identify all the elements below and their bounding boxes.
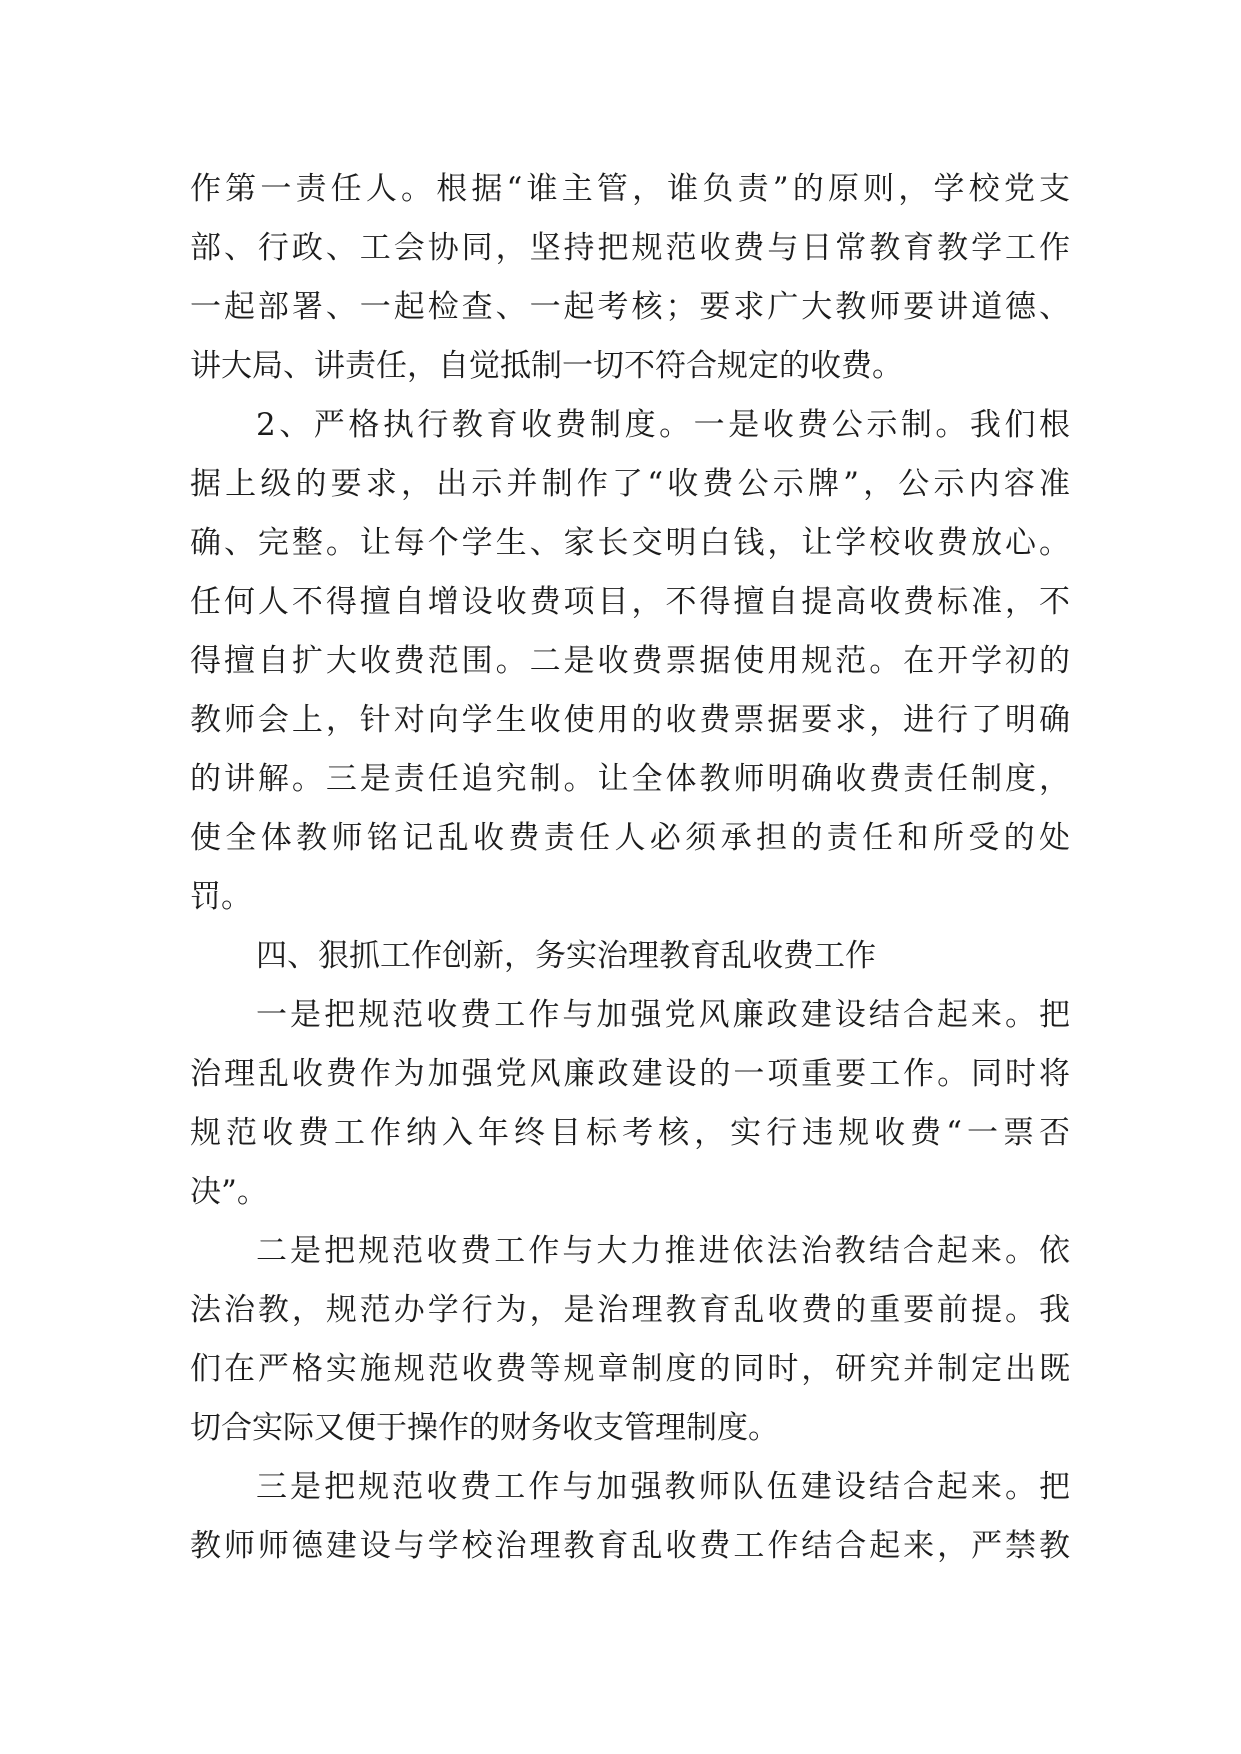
text-line: 们在严格实施规范收费等规章制度的同时，研究并制定出既 [190, 1351, 1070, 1387]
text-line: 切合实际又便于操作的财务收支管理制度。 [190, 1410, 779, 1446]
text-line: 部、行政、工会协同，坚持把规范收费与日常教育教学工作 [190, 230, 1070, 266]
text-line: 决”。 [190, 1174, 268, 1210]
text-line: 使全体教师铭记乱收费责任人必须承担的责任和所受的处 [190, 820, 1070, 856]
text-line: 教师会上，针对向学生收使用的收费票据要求，进行了明确 [190, 702, 1070, 738]
document-body [190, 160, 1070, 1576]
text-line: 作第一责任人。根据“谁主管，谁负责”的原则，学校党支 [190, 171, 1070, 207]
text-line: 治理乱收费作为加强党风廉政建设的一项重要工作。同时将 [190, 1056, 1070, 1092]
text-line: 据上级的要求，出示并制作了“收费公示牌”，公示内容准 [190, 466, 1070, 502]
text-line: 讲大局、讲责任，自觉抵制一切不符合规定的收费。 [190, 348, 903, 384]
text-line: 一起部署、一起检查、一起考核；要求广大教师要讲道德、 [190, 289, 1070, 325]
text-line: 得擅自扩大收费范围。二是收费票据使用规范。在开学初的 [190, 643, 1070, 679]
text-line: 罚。 [190, 879, 252, 915]
text-line: 任何人不得擅自增设收费项目，不得擅自提高收费标准，不 [190, 584, 1070, 620]
text-line: 法治教，规范办学行为，是治理教育乱收费的重要前提。我 [190, 1292, 1070, 1328]
text-line: 二是把规范收费工作与大力推进依法治教结合起来。依 [256, 1233, 1070, 1269]
text-line: 2、严格执行教育收费制度。一是收费公示制。我们根 [256, 407, 1070, 443]
text-line: 规范收费工作纳入年终目标考核，实行违规收费“一票否 [190, 1115, 1070, 1151]
text-line: 确、完整。让每个学生、家长交明白钱，让学校收费放心。 [190, 525, 1070, 561]
text-line: 四、狠抓工作创新，务实治理教育乱收费工作 [256, 938, 876, 974]
text-line: 三是把规范收费工作与加强教师队伍建设结合起来。把 [256, 1469, 1070, 1505]
text-line: 的讲解。三是责任追究制。让全体教师明确收费责任制度， [190, 761, 1070, 797]
text-line: 教师师德建设与学校治理教育乱收费工作结合起来，严禁教 [190, 1528, 1070, 1564]
text-line: 一是把规范收费工作与加强党风廉政建设结合起来。把 [256, 997, 1070, 1033]
